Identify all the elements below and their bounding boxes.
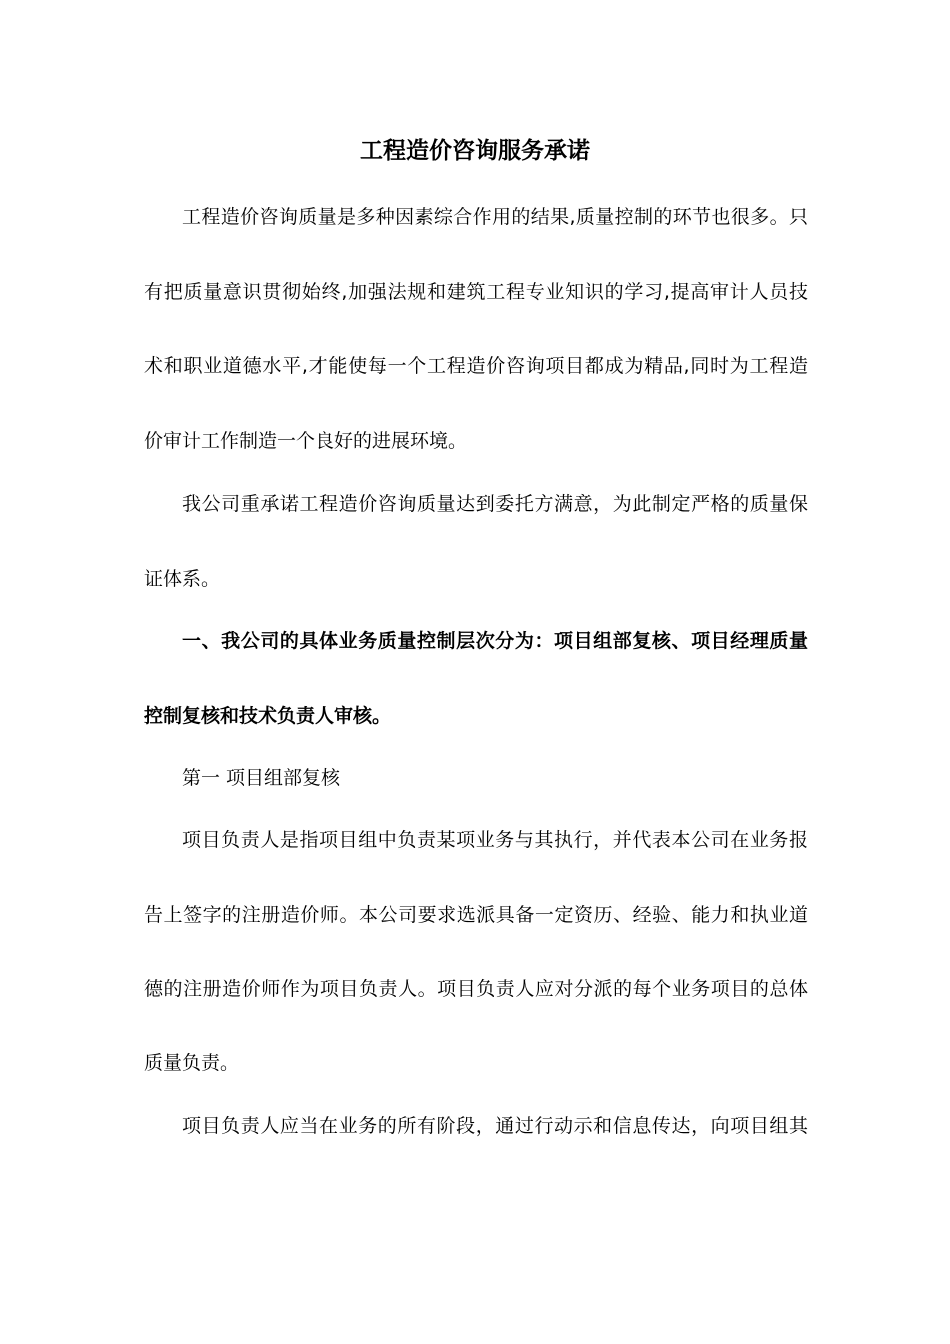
paragraph-2-line-2: 证体系。	[144, 568, 221, 590]
paragraph-3-line-3: 德的注册造价师作为项目负责人。项目负责人应对分派的每个业务项目的总体	[144, 978, 808, 1000]
paragraph-3-line-1: 项目负责人是指项目组中负责某项业务与其执行，并代表本公司在业务报	[182, 829, 808, 851]
paragraph-1-line-4: 价审计工作制造一个良好的进展环境。	[144, 430, 468, 452]
subsection-heading: 第一 项目组部复核	[182, 767, 341, 789]
paragraph-4-line-1: 项目负责人应当在业务的所有阶段，通过行动示和信息传达，向项目组其	[182, 1115, 808, 1137]
paragraph-2-line-1: 我公司重承诺工程造价咨询质量达到委托方满意，为此制定严格的质量保	[182, 493, 808, 515]
paragraph-3-line-2: 告上签字的注册造价师。本公司要求选派具备一定资历、经验、能力和执业道	[144, 904, 808, 926]
document-title: 工程造价咨询服务承诺	[360, 138, 590, 164]
paragraph-1-line-3: 术和职业道德水平,才能使每一个工程造价咨询项目都成为精品,同时为工程造	[144, 355, 808, 377]
section-heading-line-1: 一、我公司的具体业务质量控制层次分为：项目组部复核、项目经理质量	[182, 630, 808, 652]
paragraph-3-line-4: 质量负责。	[144, 1052, 240, 1074]
paragraph-1-line-1: 工程造价咨询质量是多种因素综合作用的结果,质量控制的环节也很多。只	[182, 206, 808, 228]
section-heading-line-2: 控制复核和技术负责人审核。	[144, 705, 392, 727]
paragraph-1-line-2: 有把质量意识贯彻始终,加强法规和建筑工程专业知识的学习,提高审计人员技	[144, 281, 808, 303]
